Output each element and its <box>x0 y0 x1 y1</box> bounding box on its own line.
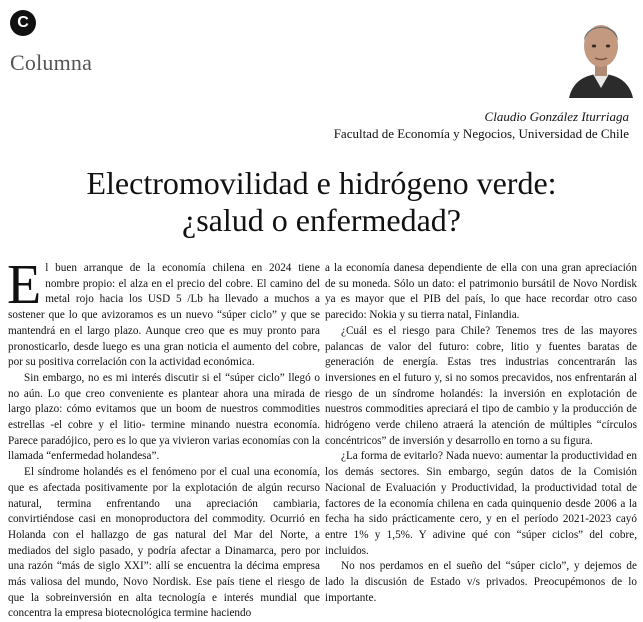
paragraph: a la economía danesa dependiente de ella con una gran apreciación de su moneda. Sólo un dato: el patrimonio bursátil de Novo Nordisk ya es mayor que el PIB del país, lo que hace recordar otro caso parecido: Nokia y su tierra natal, Finlandia. <box>325 262 637 322</box>
badge-letter: C <box>17 14 29 31</box>
article-body <box>7 254 637 622</box>
author-affiliation: Facultad de Economía y Negocios, Universidad de Chile <box>333 126 629 141</box>
drop-cap: E <box>7 254 42 316</box>
author-name: Claudio González Iturriaga <box>484 109 629 124</box>
paragraph: ¿La forma de evitarlo? Nada nuevo: aumentar la productividad en los demás sectores. Sin embargo, según datos de la Comisión Nacional de Evaluación y Productividad, la productividad total de factores de la economía chilena en cada quinquenio desde 2006 a la fecha ha sido prácticamente cero, y en el período 2021-2023 cayó entre 1% y 1,5%. Y adivine qué con “súper ciclos” del cobre, incluidos. <box>325 450 637 557</box>
paragraph: Sin embargo, no es mi interés discutir si el “súper ciclo” llegó o no aún. Lo que creo conveniente es plantear ahora una mirada de largo plazo: cómo evitamos que un boom de nuestros commodities estrellas -el cobre y el litio- termine minando nuestra economía. Parece paradójico, pero es lo que ya vivieron varias economías con la llamada “enfermedad holandesa”. <box>8 371 320 463</box>
paragraph: ¿Cuál es el riesgo para Chile? Tenemos tres de las mayores palancas de valor del futuro: cobre, litio y fuentes baratas de generación de energía. Estas tres industrias concentrarán las inversiones en el futuro y, si no somos precavidos, nos enfrentarán al riesgo de un síndrome holandés: la inversión en explotación de nuestros commodities apreciará el tipo de cambio y la producción de hidrógeno verde chileno atraerá la atención de múltiples “círculos concéntricos” de inversión y desarrollo en torno a su figura. <box>325 324 637 447</box>
author-photo <box>565 8 637 98</box>
author-portrait-icon <box>565 8 637 98</box>
paragraph-text: l buen arranque de la economía chilena en 2024 tiene nombre propio: el alza en el precio del cobre. El camino del metal rojo hacia los USD 5 /Lb ha llevado a muchos a sostener que lo que avizoramos es un nuevo “súper ciclo” y que se mantendrá en el largo plazo. Aunque creo que es muy pronto para pronosticarlo, desde luego es una gran noticia el aumento del cobre, por su positiva correlación con la actividad económica. <box>8 262 320 369</box>
left-column <box>7 254 320 622</box>
paragraph: No nos perdamos en el sueño del “súper ciclo”, y dejemos de lado la discusión de Estado v/s privados. Preocupémonos de lo importante. <box>325 560 637 604</box>
paragraph <box>7 254 320 371</box>
paragraph: El síndrome holandés es el fenómeno por el cual una economía, que es afectada positivamente por la explotación de algún recurso natural, termina enfrentando una apreciación cambiaria, convirtiéndose casi en monoproductora del commodity. Ocurrió en Holanda con el hallazgo de gas natural del Mar del Norte, a mediados del siglo pasado, y podría afectar a Dinamarca, pero por una razón “más de siglo XXI”: allí se encuentra la décima empresa más valiosa del mundo, Novo Nordisk. Ese país tiene el riesgo de que la sobreinversión en alta tecnología e interés mundial que concentra la empresa biotecnológica termine haciendo <box>8 466 320 620</box>
title-line-1: Electromovilidad e hidrógeno verde: <box>86 165 557 201</box>
title-line-2: ¿salud o enfermedad? <box>182 202 461 238</box>
column-badge <box>10 10 36 36</box>
section-label: Columna <box>10 50 93 75</box>
right-column <box>325 261 637 622</box>
byline <box>334 108 629 142</box>
article-title <box>0 165 643 239</box>
